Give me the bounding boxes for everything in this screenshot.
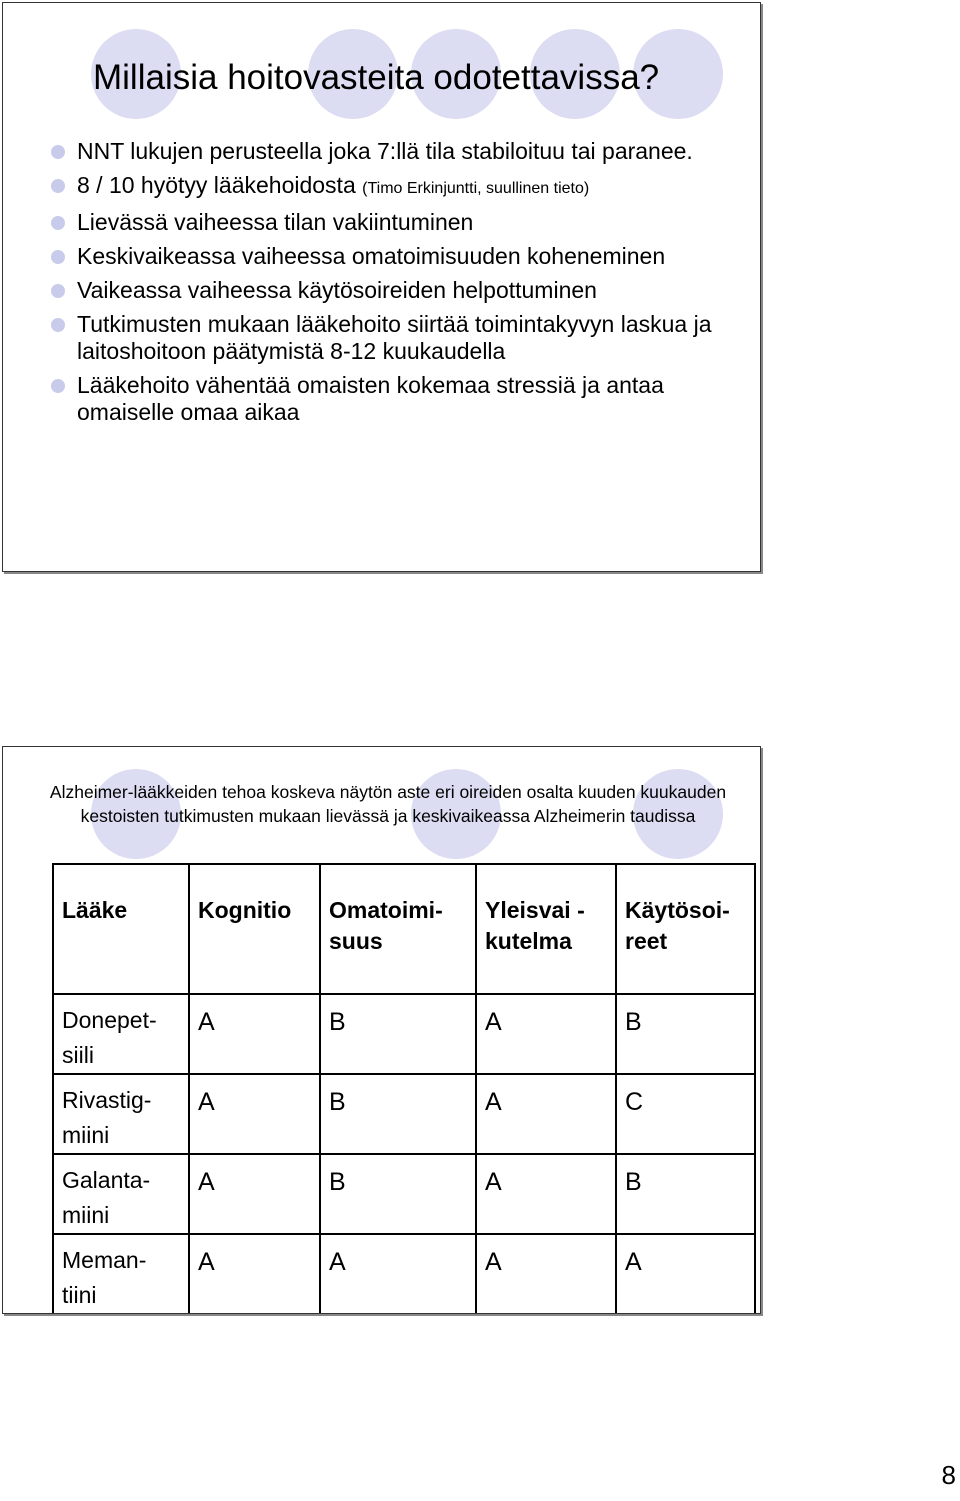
bullet-item: Lievässä vaiheessa tilan vakiintuminen <box>49 209 749 236</box>
grade-cell: A <box>476 1234 616 1314</box>
drug-name: Donepet-siili <box>53 994 189 1074</box>
bullet-item: Vaikeassa vaiheessa käytösoireiden helpottuminen <box>49 277 749 304</box>
bullet-icon <box>51 318 65 332</box>
header-cell: Käytösoi-reet <box>616 864 755 994</box>
grade-cell: B <box>320 994 476 1074</box>
grade-cell: A <box>476 1154 616 1234</box>
bullet-icon <box>51 145 65 159</box>
drug-name: Rivastig-miini <box>53 1074 189 1154</box>
grade-cell: A <box>189 1074 320 1154</box>
bullet-icon <box>51 284 65 298</box>
header-cell: Lääke <box>53 864 189 994</box>
source-note: (Timo Erkinjuntti, suullinen tieto) <box>362 180 590 197</box>
slide-2 <box>2 746 761 1314</box>
table-row <box>53 1234 755 1314</box>
grade-cell: A <box>476 1074 616 1154</box>
grade-cell: A <box>476 994 616 1074</box>
slide-title: Millaisia hoitovasteita odotettavissa? <box>93 58 660 97</box>
grade-cell: A <box>320 1234 476 1314</box>
bullet-item: 8 / 10 hyötyy lääkehoidosta (Timo Erkinjuntti, suullinen tieto) <box>49 172 749 202</box>
grade-cell: B <box>616 1154 755 1234</box>
bullet-item: NNT lukujen perusteella joka 7:llä tila stabiloituu tai paranee. <box>49 138 749 165</box>
header-cell: Omatoimi-suus <box>320 864 476 994</box>
header-cell: Kognitio <box>189 864 320 994</box>
bullet-item: Keskivaikeassa vaiheessa omatoimisuuden koheneminen <box>49 243 749 270</box>
bullet-item: Tutkimusten mukaan lääkehoito siirtää toimintakyvyn laskua ja laitoshoitoon päätymistä 8-12 kuukaudella <box>49 311 749 365</box>
drug-name: Galanta-miini <box>53 1154 189 1234</box>
table-row <box>53 994 755 1074</box>
grade-cell: C <box>616 1074 755 1154</box>
bullet-icon <box>51 216 65 230</box>
grade-cell: B <box>320 1154 476 1234</box>
header-cell: Yleisvai -kutelma <box>476 864 616 994</box>
grade-cell: A <box>189 1234 320 1314</box>
grade-cell: A <box>189 1154 320 1234</box>
page-number: 8 <box>941 1460 956 1490</box>
bullet-icon <box>51 179 65 193</box>
evidence-table <box>52 863 756 1314</box>
slide-1 <box>2 2 761 572</box>
grade-cell: B <box>616 994 755 1074</box>
bullet-item: Lääkehoito vähentää omaisten kokemaa stressiä ja antaa omaiselle omaa aikaa <box>49 372 749 426</box>
grade-cell: A <box>189 994 320 1074</box>
table-caption: Alzheimer-lääkkeiden tehoa koskeva näytön aste eri oireiden osalta kuuden kuukauden kestoisten tutkimusten mukaan lievässä ja keskivaikeassa Alzheimerin taudissa <box>49 782 727 826</box>
bullet-icon <box>51 250 65 264</box>
table-row <box>53 1074 755 1154</box>
grade-cell: B <box>320 1074 476 1154</box>
table-row <box>53 1154 755 1234</box>
grade-cell: A <box>616 1234 755 1314</box>
bullet-list <box>49 138 749 433</box>
drug-name: Meman-tiini <box>53 1234 189 1314</box>
bullet-icon <box>51 379 65 393</box>
table-header-row <box>53 864 755 994</box>
